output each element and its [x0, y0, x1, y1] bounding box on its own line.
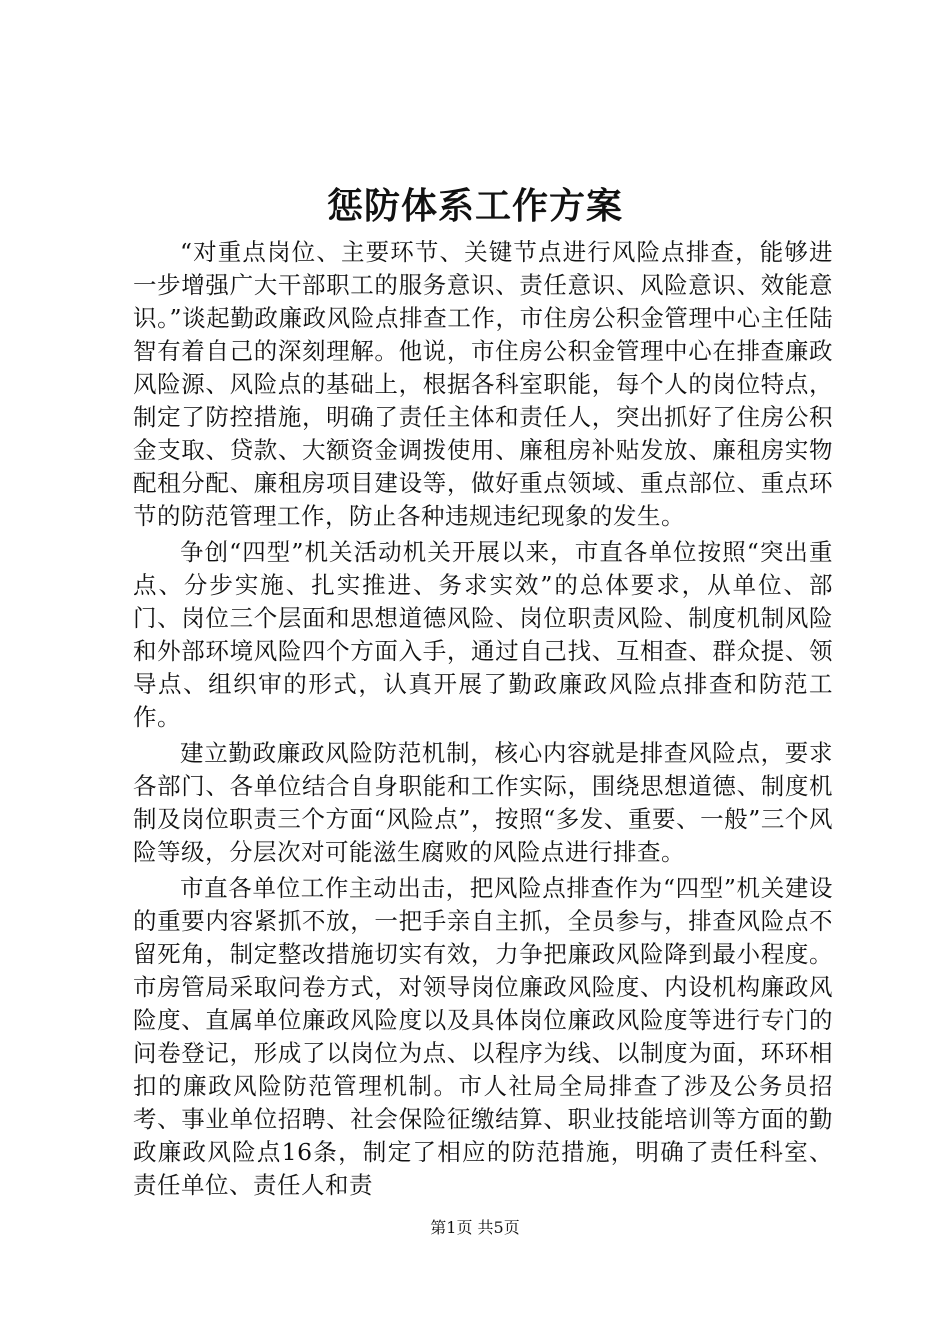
document-body	[133, 236, 833, 1202]
document-title: 惩防体系工作方案	[326, 185, 623, 227]
page-number-footer: 第1页 共5页	[430, 1218, 520, 1237]
paragraph-4: 市直各单位工作主动出击，把风险点排查作为“四型”机关建设的重要内容紧抓不放，一把手亲自主抓，全员参与，排查风险点不留死角，制定整改措施切实有效，力争把廉政风险降到最小程度。市房管局采取问卷方式，对领导岗位廉政风险度、内设机构廉政风险度、直属单位廉政风险度以及具体岗位廉政风险度等进行专门的问卷登记，形成了以岗位为点、以程序为线、以制度为面，环环相扣的廉政风险防范管理机制。市人社局全局排查了涉及公务员招考、事业单位招聘、社会保险征缴结算、职业技能培训等方面的勤政廉政风险点16条，制定了相应的防范措施，明确了责任科室、责任单位、责任人和责	[133, 874, 833, 1199]
paragraph-2: 争创“四型”机关活动机关开展以来，市直各单位按照“突出重点、分步实施、扎实推进、务求实效”的总体要求，从单位、部门、岗位三个层面和思想道德风险、岗位职责风险、制度机制风险和外部环境风险四个方面入手，通过自己找、互相查、群众提、领导点、组织审的形式，认真开展了勤政廉政风险点排查和防范工作。	[133, 538, 833, 731]
paragraph-3: 建立勤政廉政风险防范机制，核心内容就是排查风险点，要求各部门、各单位结合自身职能和工作实际，围绕思想道德、制度机制及岗位职责三个方面“风险点”，按照“多发、重要、一般”三个风险等级，分层次对可能滋生腐败的风险点进行排查。	[133, 739, 833, 866]
paragraph-1: “对重点岗位、主要环节、关键节点进行风险点排查，能够进一步增强广大干部职工的服务意识、责任意识、风险意识、效能意识。”谈起勤政廉政风险点排查工作，市住房公积金管理中心主任陆智有着自己的深刻理解。他说，市住房公积金管理中心在排查廉政风险源、风险点的基础上，根据各科室职能，每个人的岗位特点，制定了防控措施，明确了责任主体和责任人，突出抓好了住房公积金支取、贷款、大额资金调拨使用、廉租房补贴发放、廉租房实物配租分配、廉租房项目建设等，做好重点领域、重点部位、重点环节的防范管理工作，防止各种违规违纪现象的发生。	[133, 238, 833, 530]
